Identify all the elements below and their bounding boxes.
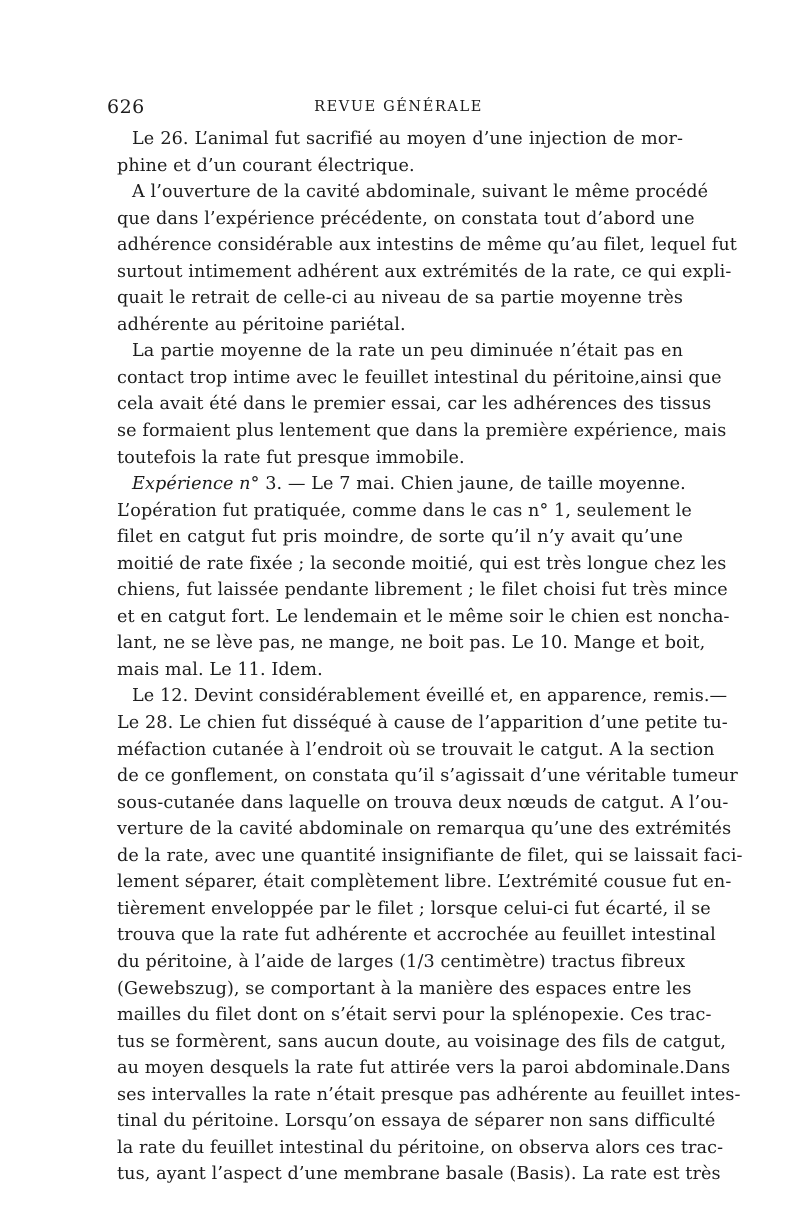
text-line: surtout intimement adhérent aux extrémités de la rate, ce qui expli-: [117, 261, 732, 282]
text-line: adhérente au péritoine pariétal.: [117, 314, 406, 335]
text-line: la rate du feuillet intestinal du péritoine, on observa alors ces trac-: [117, 1137, 724, 1158]
text-line: tus se formèrent, sans aucun doute, au voisinage des fils de catgut,: [117, 1031, 727, 1052]
text-line: que dans l’expérience précédente, on constata tout d’abord une: [117, 208, 695, 229]
text-line: lant, ne se lève pas, ne mange, ne boit pas. Le 10. Mange et boit,: [117, 633, 706, 654]
text-line: et en catgut fort. Le lendemain et le même soir le chien est noncha-: [117, 606, 730, 627]
text-line: A l’ouverture de la cavité abdominale, suivant le même procédé: [132, 182, 709, 203]
text-line: du péritoine, à l’aide de larges (1/3 centimètre) tractus fibreux: [117, 951, 686, 972]
running-title: REVUE GÉNÉRALE: [314, 99, 483, 115]
text-line: Expérience n° 3. — Le 7 mai. Chien jaune, de taille moyenne.: [132, 474, 686, 495]
text-line: méfaction cutanée à l’endroit où se trouvait le catgut. A la section: [117, 739, 715, 760]
body-text: [117, 126, 743, 1188]
text-line: tièrement enveloppée par le filet ; lorsque celui-ci fut écarté, il se: [117, 898, 711, 919]
text-line: mailles du filet dont on s’était servi pour la splénopexie. Ces trac-: [117, 1005, 712, 1026]
text-line: Le 12. Devint considérablement éveillé et, en apparence, remis.—: [132, 686, 728, 707]
text-line: sous-cutanée dans laquelle on trouva deux nœuds de catgut. A l’ou-: [117, 792, 729, 813]
text-line: (Gewebszug), se comportant à la manière des espaces entre les: [117, 978, 692, 999]
text-line: verture de la cavité abdominale on remarqua qu’une des extrémités: [117, 819, 732, 840]
page-header: [107, 96, 690, 122]
text-line: phine et d’un courant électrique.: [117, 155, 415, 176]
text-line: de ce gonflement, on constata qu’il s’agissait d’une véritable tumeur: [117, 766, 738, 787]
text-line: chiens, fut laissée pendante librement ; le filet choisi fut très mince: [117, 580, 728, 601]
text-line: quait le retrait de celle-ci au niveau de sa partie moyenne très: [117, 288, 683, 309]
text-line: trouva que la rate fut adhérente et accrochée au feuillet intestinal: [117, 925, 716, 946]
text-line: Le 28. Le chien fut disséqué à cause de l’apparition d’une petite tu-: [117, 713, 728, 734]
text-line: ses intervalles la rate n’était presque pas adhérente au feuillet intes-: [117, 1084, 741, 1105]
text-line: filet en catgut fut pris moindre, de sorte qu’il n’y avait qu’une: [117, 527, 683, 548]
text-line: se formaient plus lentement que dans la première expérience, mais: [117, 421, 727, 442]
page-number: 626: [107, 96, 145, 118]
text-line: contact trop intime avec le feuillet intestinal du péritoine,ainsi que: [117, 367, 722, 388]
text-line: tus, ayant l’aspect d’une membrane basale (Basis). La rate est très: [117, 1164, 721, 1185]
text-line: L’opération fut pratiquée, comme dans le cas n° 1, seulement le: [117, 500, 692, 521]
text-line: moitié de rate fixée ; la seconde moitié, qui est très longue chez les: [117, 553, 727, 574]
text-line: tinal du péritoine. Lorsqu’on essaya de séparer non sans difficulté: [117, 1111, 716, 1132]
text-line: de la rate, avec une quantité insignifiante de filet, qui se laissait faci-: [117, 845, 743, 866]
text-line: adhérence considérable aux intestins de même qu’au filet, lequel fut: [117, 235, 737, 256]
text-line: lement séparer, était complètement libre. L’extrémité cousue fut en-: [117, 872, 732, 893]
text-line: cela avait été dans le premier essai, car les adhérences des tissus: [117, 394, 712, 415]
text-line: mais mal. Le 11. Idem.: [117, 659, 323, 680]
text-line: La partie moyenne de la rate un peu diminuée n’était pas en: [132, 341, 683, 362]
text-line: toutefois la rate fut presque immobile.: [117, 447, 465, 468]
text-line: au moyen desquels la rate fut attirée vers la paroi abdominale.Dans: [117, 1058, 731, 1079]
italic-heading: Expérience n°: [132, 474, 260, 495]
text-line: Le 26. L’animal fut sacrifié au moyen d’une injection de mor-: [132, 129, 683, 149]
